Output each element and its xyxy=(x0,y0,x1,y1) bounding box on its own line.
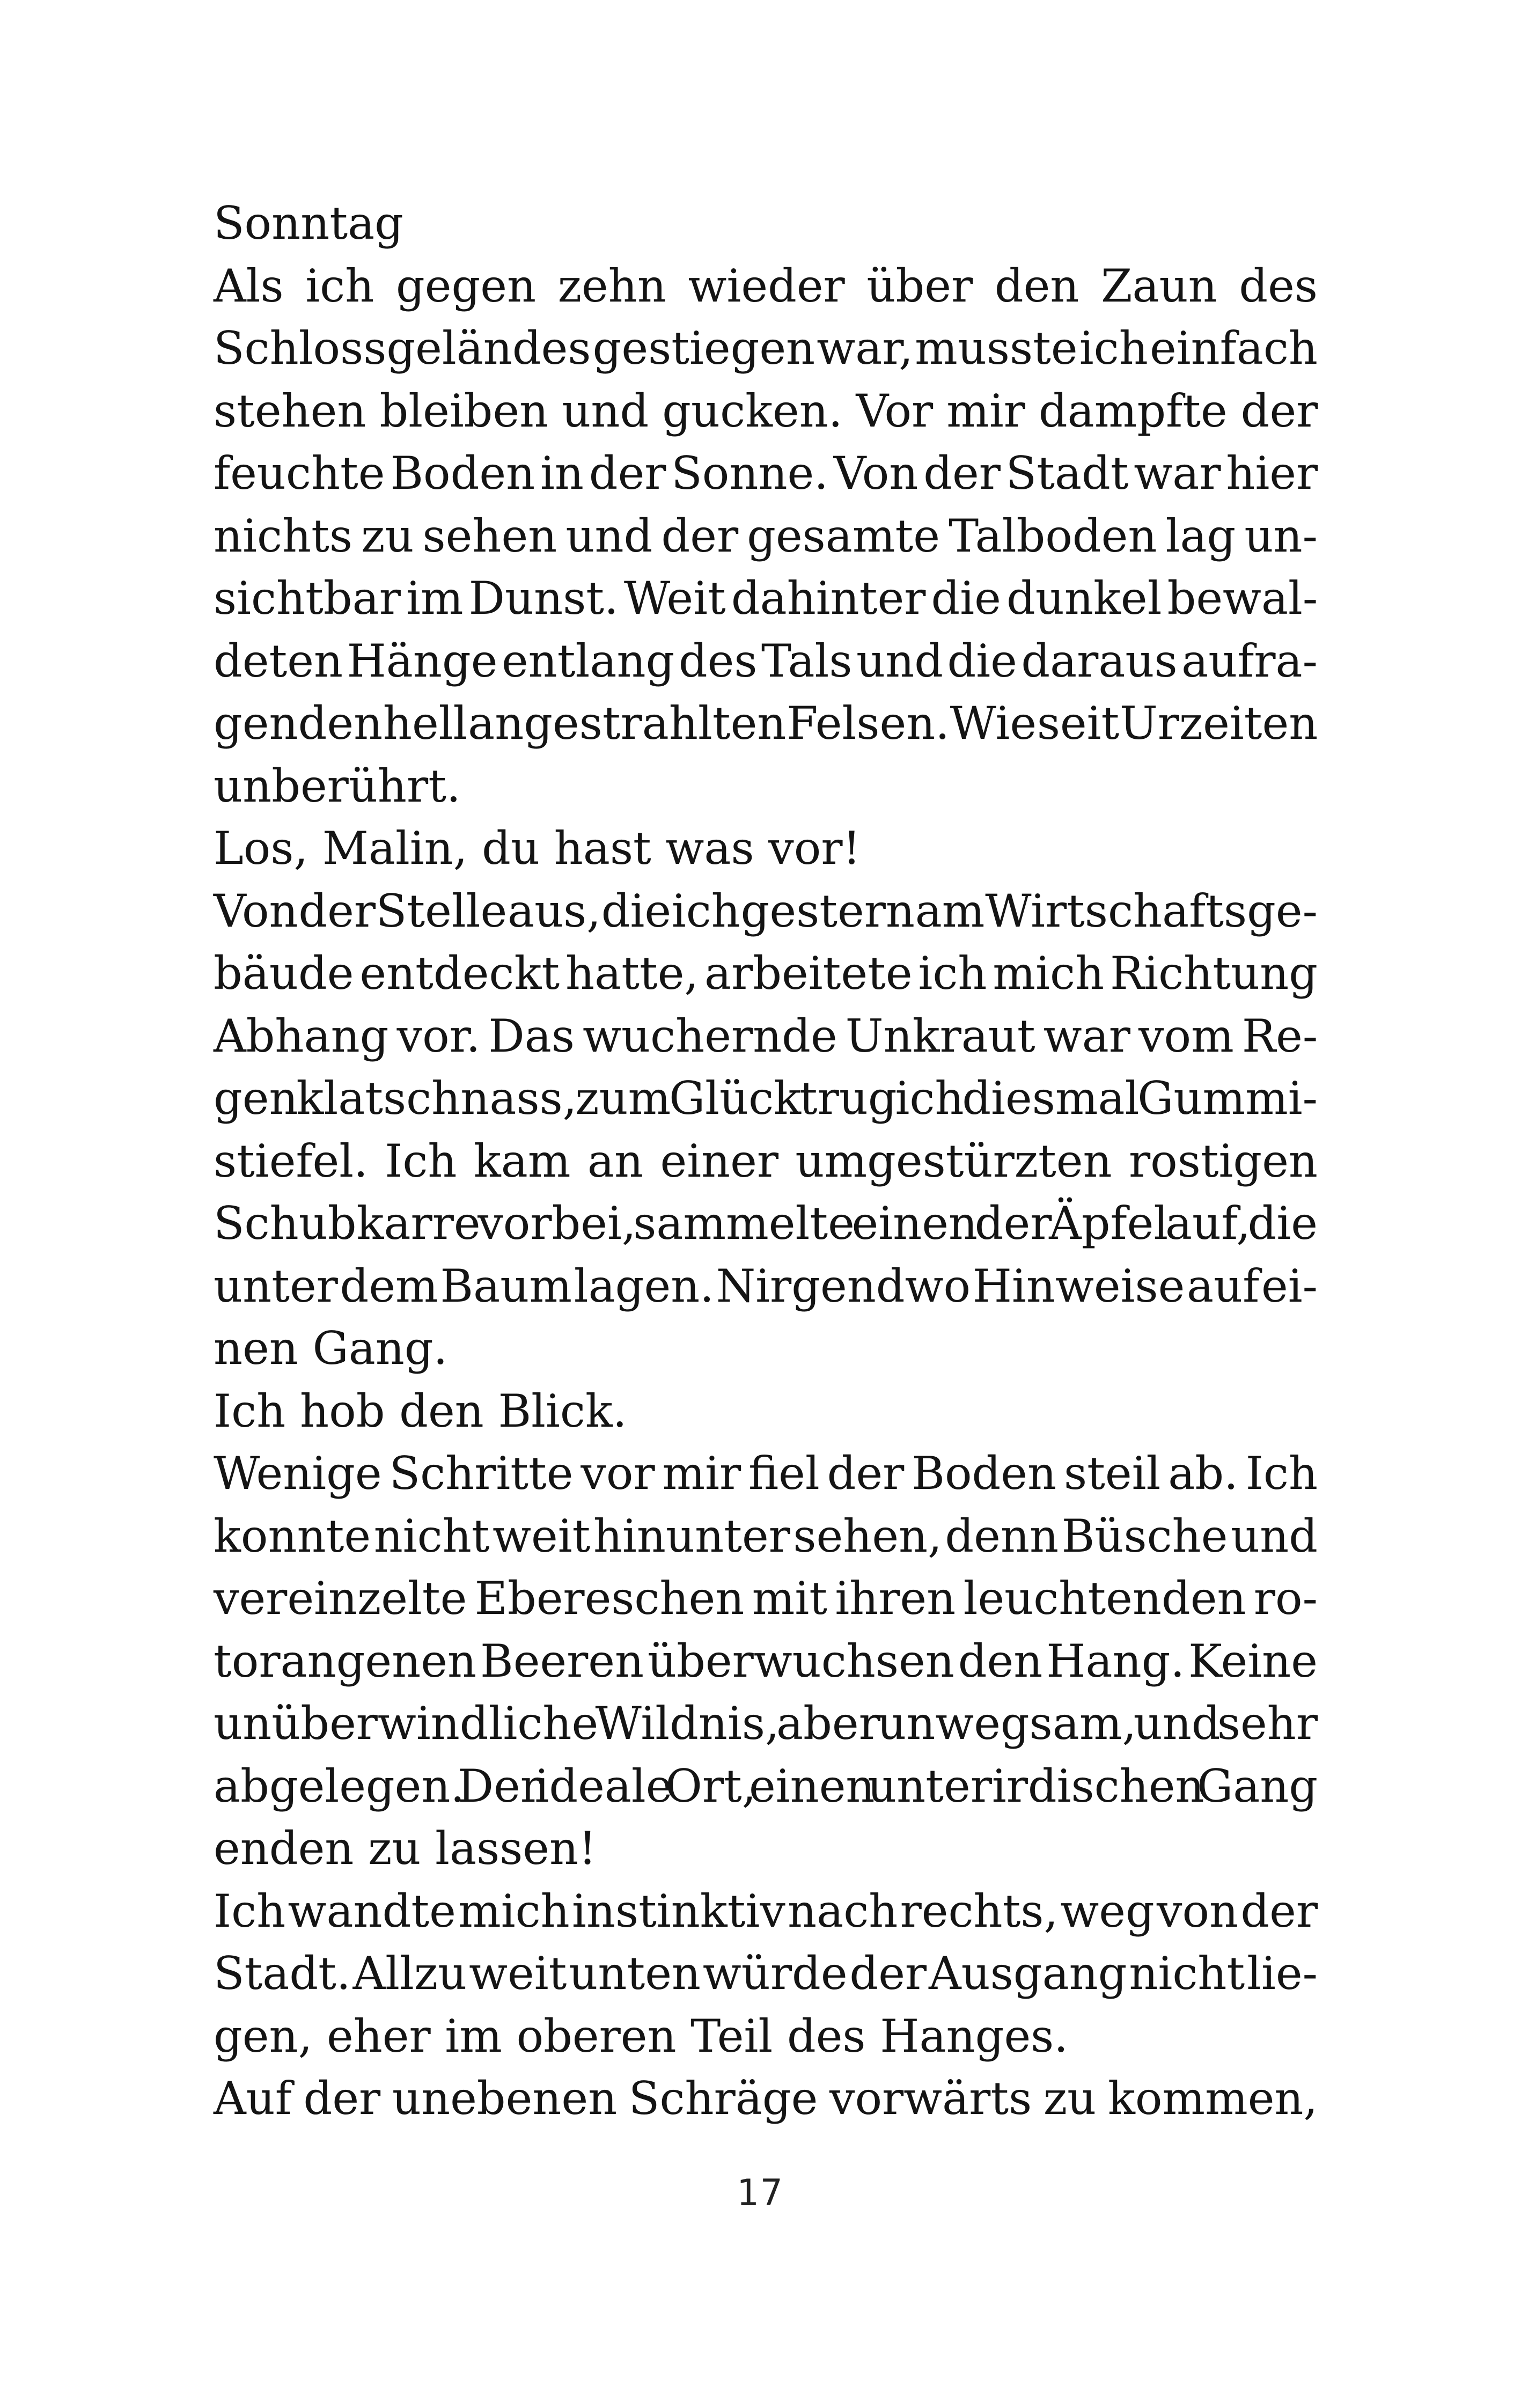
text-line: unüberwindliche Wildnis, aber unwegsam, und sehr xyxy=(214,1697,1318,1750)
text-line: konnte nicht weit hinunter sehen, denn Büsche und xyxy=(214,1509,1318,1562)
text-line: enden zu lassen! xyxy=(214,1822,597,1875)
text-line: Schlossgeländes gestiegen war, musste ich einfach xyxy=(214,322,1318,375)
text-line: Als ich gegen zehn wieder über den Zaun des xyxy=(214,259,1318,312)
text-line: Abhang vor. Das wuchernde Unkraut war vom Re- xyxy=(214,1009,1318,1062)
text-line: sichtbar im Dunst. Weit dahinter die dunkel bewal- xyxy=(214,572,1318,625)
text-line: gen klatschnass, zum Glück trug ich diesmal Gummi- xyxy=(214,1072,1318,1125)
text-line: unter dem Baum lagen. Nirgendwo Hinweise auf ei- xyxy=(214,1259,1318,1312)
text-line: nen Gang. xyxy=(214,1322,448,1375)
text-line: unberührt. xyxy=(214,759,461,812)
text-line: vereinzelte Ebereschen mit ihren leuchtenden ro- xyxy=(214,1572,1318,1625)
text-line: Von der Stelle aus, die ich gestern am Wirtschaftsge- xyxy=(214,884,1318,937)
text-line: Los, Malin, du hast was vor! xyxy=(214,822,861,875)
text-line: torangenen Beeren überwuchsen den Hang. Keine xyxy=(214,1634,1318,1687)
text-line: deten Hänge entlang des Tals und die daraus aufra- xyxy=(214,634,1318,687)
text-line: Ich hob den Blick. xyxy=(214,1384,627,1437)
text-line: stiefel. Ich kam an einer umgestürzten rostigen xyxy=(214,1134,1318,1187)
text-line: abgelegen. Der ideale Ort, einen unterirdischen Gang xyxy=(214,1759,1318,1812)
text-line: Sonntag xyxy=(214,197,403,249)
text-line: gen, eher im oberen Teil des Hanges. xyxy=(214,2009,1068,2062)
text-line: nichts zu sehen und der gesamte Talboden lag un- xyxy=(214,509,1318,562)
text-line: genden hell angestrahlten Felsen. Wie seit Urzeiten xyxy=(214,697,1318,750)
text-line: stehen bleiben und gucken. Vor mir dampfte der xyxy=(214,384,1318,437)
text-line: Stadt. Allzu weit unten würde der Ausgang nicht lie- xyxy=(214,1947,1318,2000)
text-line: Schubkarre vorbei, sammelte einen der Äpfel auf, die xyxy=(214,1197,1318,1250)
text-line: bäude entdeckt hatte, arbeitete ich mich Richtung xyxy=(214,947,1318,1000)
text-line: Wenige Schritte vor mir fiel der Boden steil ab. Ich xyxy=(214,1447,1318,1500)
text-line: feuchte Boden in der Sonne. Von der Stadt war hier xyxy=(214,447,1318,500)
text-line: Ich wandte mich instinktiv nach rechts, weg von der xyxy=(214,1884,1318,1937)
page-number: 17 xyxy=(736,2172,785,2214)
text-line: Auf der unebenen Schräge vorwärts zu kommen, xyxy=(214,2072,1318,2125)
body-text xyxy=(214,192,1318,2130)
